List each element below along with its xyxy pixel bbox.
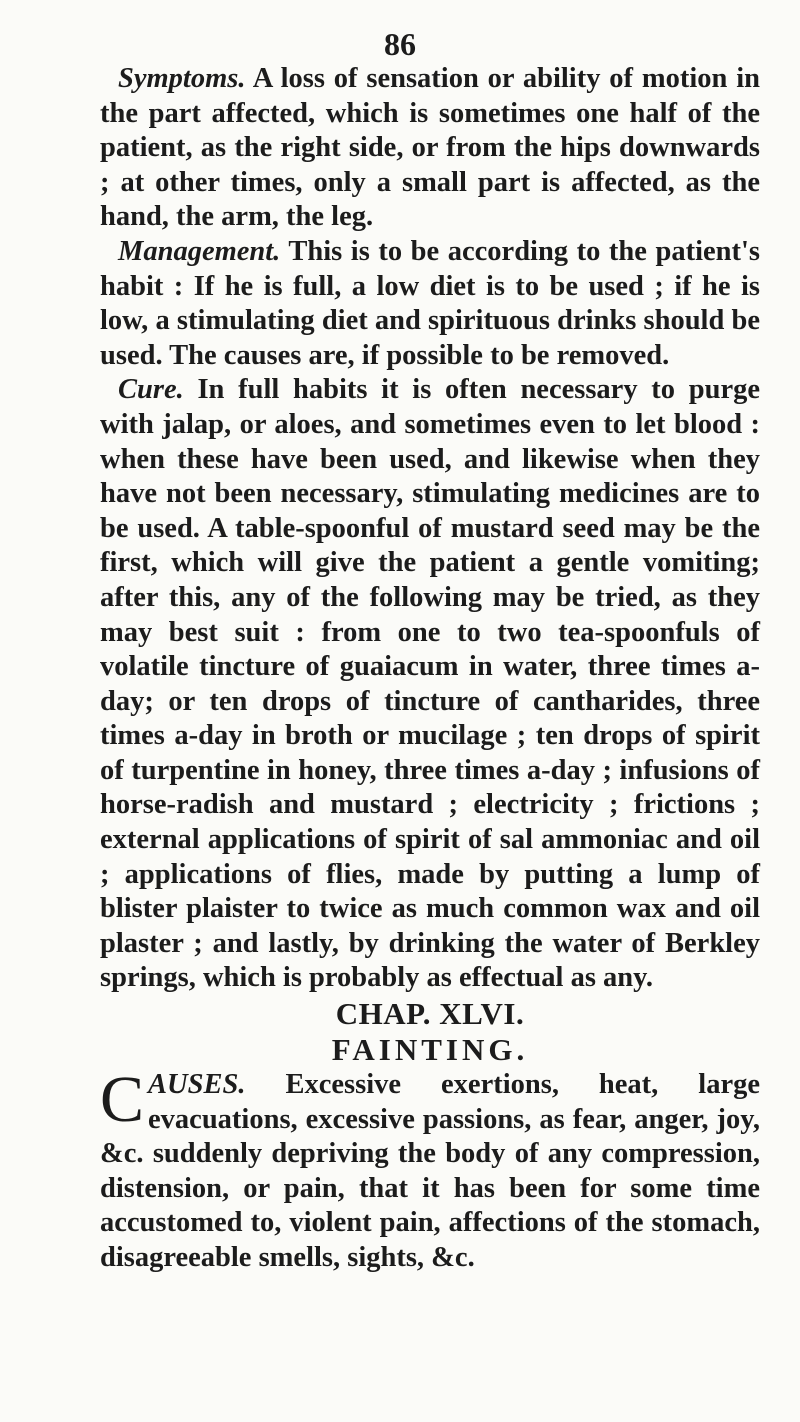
- causes-label: AUSES.: [148, 1069, 246, 1101]
- management-paragraph: [100, 235, 760, 373]
- symptoms-paragraph: [100, 62, 760, 235]
- body-text: [100, 62, 760, 1276]
- causes-paragraph: [100, 1063, 760, 1276]
- cure-paragraph: [100, 373, 760, 996]
- chapter-number: CHAP. XLVI.: [335, 996, 525, 1032]
- cure-label: Cure.: [118, 374, 184, 406]
- page-number: 86: [384, 26, 416, 62]
- causes-text: Excessive exertions, heat, large evacuations, excessive passions, as fear, anger, joy, &c. suddenly depriving the body of any compression, distension, or pain, that it has been for some time accustomed to, violent pain, affections of the stomach, disagreeable smells, sights, &c.: [100, 1069, 760, 1273]
- cure-text: In full habits it is often necessary to purge with jalap, or aloes, and sometimes even to let blood : when these have been used, and likewise when they have not been necessary, stimulating medicines are to be used. A table-spoonful of mustard seed may be the first, which will give the patient a gentle vomiting; after this, any of the following may be tried, as they may best suit : from one to two tea-spoonfuls of volatile tincture of guaiacum in water, three times a-day; or ten drops of tincture of cantharides, three times a-day in broth or mucilage ; ten drops of spirit of turpentine in honey, three times a-day ; infusions of horse-radish and mustard ; electricity ; frictions ; external applications of spirit of sal ammoniac and oil ; applications of flies, made by putting a lump of blister plaister to twice as much common wax and oil plaster ; and lastly, by drinking the water of Berkley springs, which is probably as effectual as any.: [100, 374, 761, 994]
- management-text: This is to be according to the patient's habit : If he is full, a low diet is to be used ; if he is low, a stimulating diet and spirituous drinks should be used. The causes are, if possible to be removed.: [100, 235, 760, 371]
- management-label: Management.: [118, 235, 281, 267]
- symptoms-text: A loss of sensation or ability of motion in the part affected, which is sometimes one half of the patient, as the right side, or from the hips downwards ; at other times, only a small part is affected, as the hand, the arm, the leg.: [100, 63, 760, 233]
- symptoms-label: Symptoms.: [118, 63, 246, 94]
- chapter-title: FAINTING.: [331, 1032, 529, 1068]
- causes-dropcap: C: [100, 1063, 145, 1137]
